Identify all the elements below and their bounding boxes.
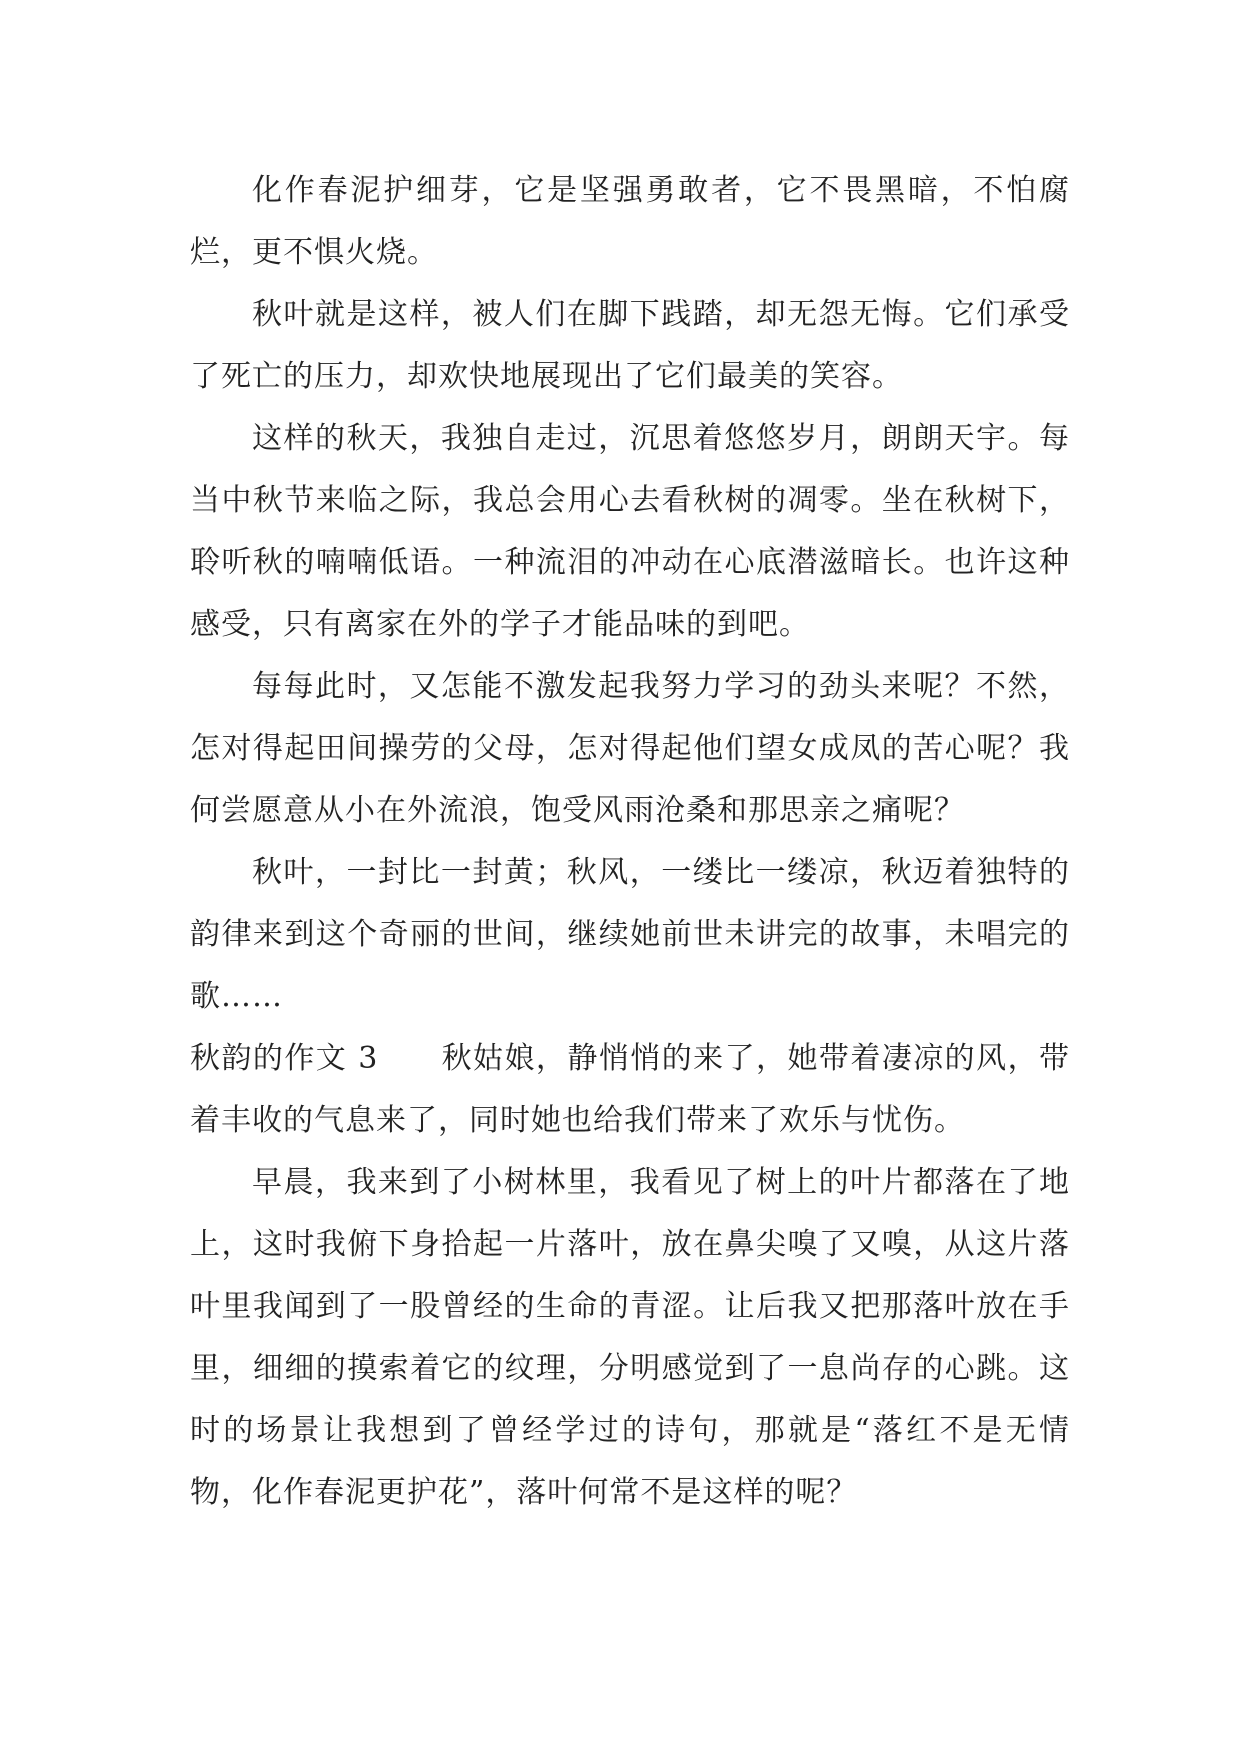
paragraph-4: 每每此时，又怎能不激发起我努力学习的劲头来呢？不然，怎对得起田间操劳的父母，怎对得起他们望女成凤的苦心呢？我何尝愿意从小在外流浪，饱受风雨沧桑和那思亲之痛呢？	[190, 669, 1070, 828]
paragraph-1: 化作春泥护细芽，它是坚强勇敢者，它不畏黑暗，不怕腐烂，更不惧火烧。	[190, 173, 1070, 270]
paragraph-2: 秋叶就是这样，被人们在脚下践踏，却无怨无悔。它们承受了死亡的压力，却欢快地展现出了它们最美的笑容。	[190, 297, 1070, 394]
document-body	[190, 160, 1070, 1524]
paragraph-6: 早晨，我来到了小树林里，我看见了树上的叶片都落在了地上，这时我俯下身拾起一片落叶，放在鼻尖嗅了又嗅，从这片落叶里我闻到了一股曾经的生命的青涩。让后我又把那落叶放在手里，细细的摸索着它的纹理，分明感觉到了一息尚存的心跳。这时的场景让我想到了曾经学过的诗句，那就是“落红不是无情物，化作春泥更护花”，落叶何常不是这样的呢？	[190, 1165, 1070, 1510]
paragraph-5: 秋叶，一封比一封黄；秋风，一缕比一缕凉，秋迈着独特的韵律来到这个奇丽的世间，继续她前世未讲完的故事，未唱完的歌……	[190, 855, 1070, 1014]
section-heading-paragraph	[190, 1028, 1070, 1152]
paragraph-3: 这样的秋天，我独自走过，沉思着悠悠岁月，朗朗天宇。每当中秋节来临之际，我总会用心去看秋树的凋零。坐在秋树下，聆听秋的喃喃低语。一种流泪的冲动在心底潜滋暗长。也许这种感受，只有离家在外的学子才能品味的到吧。	[190, 421, 1070, 642]
section-title: 秋韵的作文 3	[190, 1041, 379, 1076]
section-first-text: 秋姑娘，静悄悄的来了，她带着凄凉的风，带着丰收的气息来了，同时她也给我们带来了欢乐与忧伤。	[190, 1041, 1071, 1138]
section-spacer	[378, 1041, 441, 1076]
